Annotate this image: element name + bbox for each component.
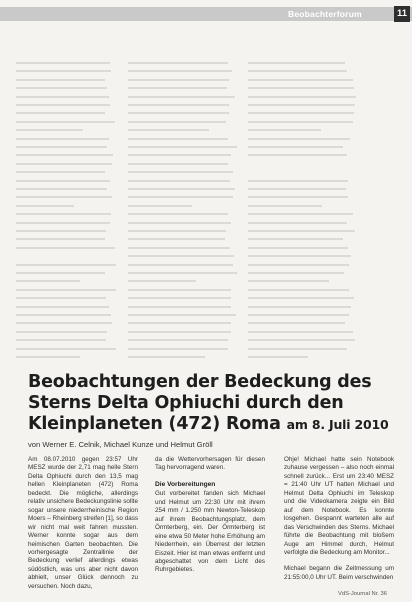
bleed-through-line [248,196,348,198]
bleed-through-line [248,356,308,358]
bleed-through-line [16,213,111,215]
bleed-through-line [128,154,231,156]
column-2-body: Gut vorbereitet fanden sich Michael und Helmut um 22:30 Uhr mit ihrem 254 mm / 1.250 mm Newton-Teleskop auf ihrem Beobachtungsplatz, dem Örmterberg, ein. Der Örmterberg ist eine etwa 50 Meter hohe Erhöhung am Niederrhein, ein Überrest der letzten Eiszeit. Hier ist man etwas entfernt und abgeschattet von dem Licht des Ruhrgebietes. [155,490,265,574]
bleed-through-line [248,104,355,106]
bleed-through-line [128,339,228,341]
bleed-through-line [128,289,231,291]
text-column-3 [284,456,394,590]
bleed-through-line [16,348,116,350]
bleed-through-line [128,314,236,316]
text-column-2 [155,456,265,583]
bleed-through-line [248,247,348,249]
bleed-through-line [248,79,353,81]
bleed-through-line [248,121,353,123]
bleed-through-line [16,238,105,240]
journal-footer: VdS-Journal Nr. 36 [338,591,387,597]
bleed-through-line [248,264,349,266]
bleed-through-line [128,222,231,224]
bleed-through-line [128,121,226,123]
bleed-through-line [248,87,354,89]
article-title-date: am 8. Juli 2010 [286,417,389,432]
bleed-through-line [16,154,113,156]
bleed-through-line [128,264,233,266]
bleed-through-line [248,129,321,131]
bleed-through-line [128,247,230,249]
bleed-through-line [248,331,353,333]
bleed-through-line [16,96,109,98]
bleed-through-line [128,306,231,308]
bleed-through-line [248,339,355,341]
article-title [28,372,398,435]
bleed-through-line [16,129,83,131]
bleed-through-region [16,56,396,368]
bleed-through-line [16,356,80,358]
bleed-through-line [248,230,355,232]
bleed-through-line [248,146,343,148]
bleed-through-line [16,87,107,89]
bleed-through-line [128,112,229,114]
bleed-through-line [128,238,225,240]
bleed-through-line [16,188,107,190]
bleed-through-line [16,272,105,274]
article-title-main: Beobachtungen der Bedeckung des Sterns Delta Ophiuchi durch den Kleinplaneten (472) Roma [28,372,372,434]
bleed-through-line [16,62,110,64]
column-1-paragraph: Am 08.07.2010 gegen 23:57 Uhr MESZ wurde der 2,71 mag helle Stern Delta Ophiuchi durch den 13,5 mag hellen Kleinplaneten (472) Roma bedeckt. Die mögliche, allerdings relativ unsichere Bedeckungslinie sollte sogar unsere niederrheinische Region Moers – Rheinberg streifen [1], so dass wir nicht mal weit fahren mussten. Werner konnte sogar aus dem heimischen Garten beobachten. Die vorhergesagte Zentrallinie der Bedeckung verlief allerdings etwas südöstlich, was uns aber nicht davon abhielt, unser Glück dennoch zu versuchen. Noch dazu, [28,456,138,590]
bleed-through-line [248,306,351,308]
bleed-through-line [128,188,235,190]
bleed-through-line [128,129,209,131]
bleed-through-line [128,322,231,324]
bleed-through-line [128,171,233,173]
bleed-through-line [128,356,205,358]
bleed-through-line [248,96,356,98]
bleed-through-line [248,70,347,72]
bleed-through-line [128,272,237,274]
bleed-through-line [128,87,227,89]
text-column-1 [28,456,138,599]
bleed-through-line [248,280,329,282]
bleed-through-line [16,314,111,316]
bleed-through-line [16,247,115,249]
bleed-through-line [16,230,106,232]
bleed-through-line [248,213,353,215]
section-title: Beobachterforum [288,9,362,19]
bleed-through-line [16,112,105,114]
bleed-through-line [16,171,105,173]
bleed-through-line [128,104,229,106]
bleed-through-line [16,163,112,165]
bleed-through-line [248,297,354,299]
bleed-through-line [248,112,354,114]
bleed-through-line [128,79,229,81]
bleed-through-line [16,280,80,282]
bleed-through-line [128,213,228,215]
bleed-through-line [16,205,74,207]
bleed-through-line [16,79,105,81]
bleed-through-line [128,297,231,299]
bleed-through-line [128,62,228,64]
bleed-through-line [248,272,344,274]
bleed-through-line [128,163,228,165]
bleed-through-line [128,180,230,182]
bleed-through-line [16,264,116,266]
bleed-through-line [16,306,109,308]
subheading: Die Vorbereitungen [155,480,216,488]
bleed-through-line [16,222,110,224]
bleed-through-line [248,205,322,207]
bleed-through-line [128,96,235,98]
bleed-through-line [248,314,349,316]
bleed-through-line [128,280,196,282]
bleed-through-line [248,180,348,182]
bleed-through-line [248,238,343,240]
bleed-through-line [16,121,115,123]
bleed-through-line [16,289,116,291]
bleed-through-line [16,138,109,140]
bleed-through-line [128,205,192,207]
bleed-through-line [248,154,347,156]
bleed-through-line [128,138,228,140]
bleed-through-line [248,222,347,224]
column-3-paragraph-2: Michael begann die Zeitmessung um 21:55:00,0 Uhr UT. Beim verschwinden [284,565,394,581]
bleed-through-line [128,331,231,333]
bleed-through-line [16,180,110,182]
bleed-through-line [248,188,346,190]
bleed-through-line [128,348,228,350]
bleed-through-line [128,196,233,198]
bleed-through-line [248,255,351,257]
column-3-paragraph-1: Ohje! Michael hatte sein Notebook zuhause vergessen – also noch einmal schnell zurück... Erst um 23:40 MESZ = 21:40 Uhr UT hatten Michael und Helmut Delta Ophiuchi im Teleskop und die Videokamera zeigte ein Bild auf dem Notebook. Es konnte losgehen. Gespannt warteten alle auf das Verschwinden des Sterns. Michael führte die Beobachtung mit bloßem Auge am Himmel durch, Helmut verfolgte die Bedeckung am Monitor... [284,456,394,556]
bleed-through-line [16,339,106,341]
bleed-through-line [16,196,112,198]
bleed-through-line [128,230,226,232]
byline: von Werner E. Celnik, Michael Kunze und Helmut Gröll [28,440,213,449]
bleed-through-line [248,322,345,324]
bleed-through-line [16,70,111,72]
bleed-through-line [248,62,345,64]
bleed-through-line [128,255,234,257]
bleed-through-line [16,322,112,324]
bleed-through-line [248,348,347,350]
bleed-through-line [248,289,349,291]
column-2-intro: da die Wettervorhersagen für diesen Tag hervorragend waren. [155,456,265,472]
bleed-through-line [128,146,237,148]
bleed-through-line [16,146,107,148]
bleed-through-line [248,138,350,140]
bleed-through-line [16,331,107,333]
page-number: 11 [394,6,410,22]
bleed-through-line [16,104,110,106]
bleed-through-line [128,70,232,72]
bleed-through-line [16,297,106,299]
